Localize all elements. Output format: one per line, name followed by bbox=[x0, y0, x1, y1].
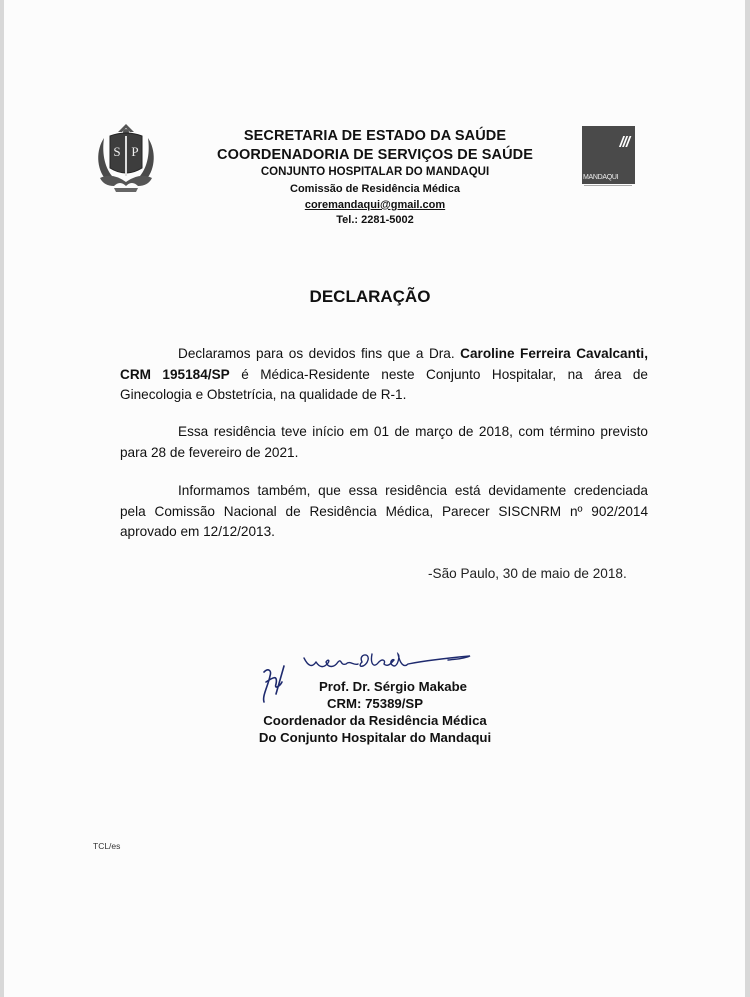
header-email-link[interactable]: coremandaqui@gmail.com bbox=[304, 199, 446, 211]
logo-text: MANDAQUI bbox=[583, 174, 619, 181]
header-hospital: CONJUNTO HOSPITALAR DO MANDAQUI bbox=[260, 166, 490, 178]
svg-text:P: P bbox=[131, 144, 139, 159]
p3-text: Informamos também, que essa residência está devidamente credenciada pela Comissão Nacional de Residência Médica, Parecer SISCNRM nº 902/2014 aprovado em 12/12/2013. bbox=[120, 483, 648, 539]
header-phone: Tel.: 2281-5002 bbox=[336, 214, 414, 226]
header-commission: Comissão de Residência Médica bbox=[290, 183, 460, 195]
signatory-crm: CRM: 75389/SP bbox=[326, 696, 423, 711]
signatory-institution: Do Conjunto Hospitalar do Mandaqui bbox=[258, 730, 492, 745]
place-date: -São Paulo, 30 de maio de 2018. bbox=[428, 566, 627, 581]
paragraph-declaration bbox=[120, 344, 648, 406]
p2-text: Essa residência teve início em 01 de março de 2018, com término previsto para 28 de fevereiro de 2021. bbox=[120, 424, 648, 460]
signatory-role: Coordenador da Residência Médica bbox=[263, 713, 487, 728]
resident-name-crm: Caroline Ferreira Cavalcanti, CRM 195184/SP bbox=[120, 346, 648, 382]
p1-text-b: é Médica-Residente neste Conjunto Hospitalar, na área de Ginecologia e Obstetrícia, na qualidade de R-1. bbox=[120, 366, 648, 402]
p1-text-a: Declaramos para os devidos fins que a Dra. bbox=[178, 346, 461, 361]
document-title: DECLARAÇÃO bbox=[309, 287, 431, 306]
header-coordenadoria: COORDENADORIA DE SERVIÇOS DE SAÚDE bbox=[217, 147, 533, 163]
header-secretaria: SECRETARIA DE ESTADO DA SAÚDE bbox=[243, 128, 507, 144]
typist-reference: TCL/es bbox=[93, 841, 121, 851]
svg-text:S: S bbox=[113, 144, 121, 159]
signatory-name: Prof. Dr. Sérgio Makabe bbox=[318, 679, 468, 694]
paragraph-residency-dates bbox=[120, 422, 648, 463]
paragraph-accreditation bbox=[120, 481, 648, 543]
logo-mark: /// bbox=[619, 134, 629, 151]
